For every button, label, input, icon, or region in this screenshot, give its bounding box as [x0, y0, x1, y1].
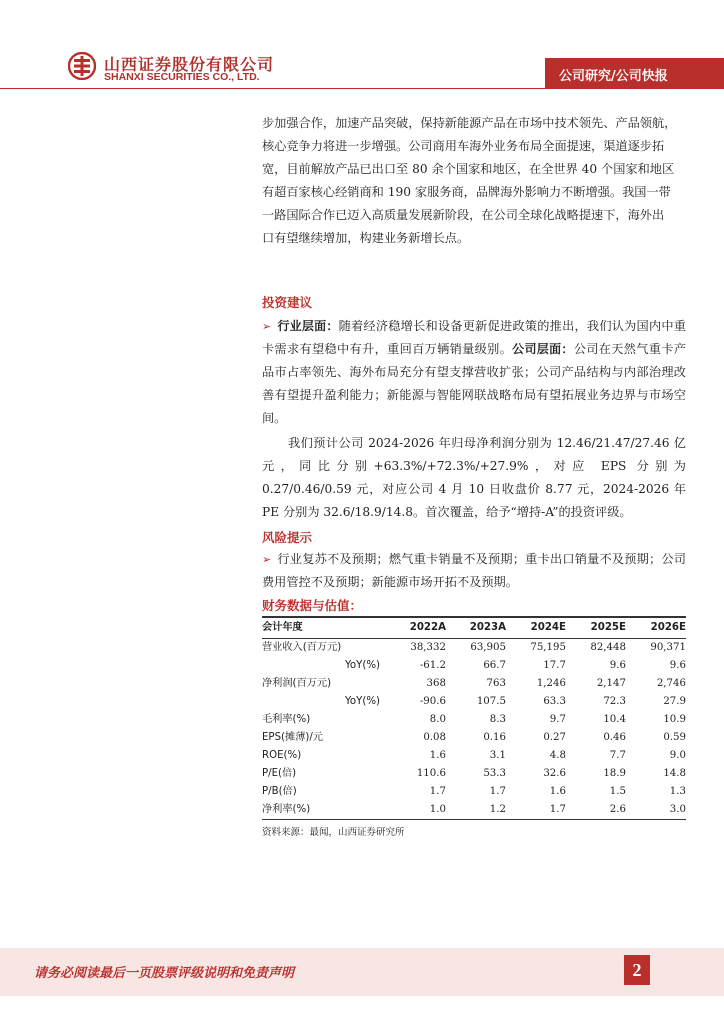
- intro-line: 口有望继续增加，构建业务新增长点。: [262, 231, 470, 245]
- risk-text: 行业复苏不及预期；燃气重卡销量不及预期；重卡出口销量不及预期；公司费用管控不及预期；新能源市场开拓不及预期。: [262, 552, 686, 589]
- year-header: 2025E: [566, 617, 626, 639]
- industry-bullet: [262, 315, 686, 430]
- table-cell: 8.3: [489, 714, 506, 725]
- table-cell: 1.5: [609, 786, 626, 797]
- table-cell: 2,746: [656, 678, 686, 689]
- table-cell: 1.0: [386, 801, 446, 820]
- table-cell: 110.6: [416, 768, 446, 779]
- table-row: [262, 639, 686, 658]
- table-header-label: 会计年度: [262, 617, 386, 639]
- table-cell: 9.0: [669, 750, 686, 761]
- table-cell: -61.2: [419, 660, 446, 671]
- table-cell: 0.16: [483, 732, 506, 743]
- intro-paragraph: [262, 112, 686, 250]
- table-row: [262, 765, 686, 783]
- table-cell: 66.7: [483, 660, 506, 671]
- company-logo-icon: [68, 52, 96, 80]
- table-cell: 0.27: [543, 732, 566, 743]
- industry-label: 行业层面：: [277, 319, 339, 333]
- table-cell: 9.7: [549, 714, 566, 725]
- table-cell: 10.4: [603, 714, 626, 725]
- intro-line: 核心竞争力将进一步增强。公司商用车海外业务布局全面提速，渠道逐步拓: [262, 139, 665, 153]
- table-cell: 9.6: [669, 660, 686, 671]
- intro-line: 步加强合作，加速产品突破，保持新能源产品在市场中技术领先、产品领航，: [262, 116, 677, 130]
- bullet-arrow-icon: ➢: [262, 320, 272, 333]
- table-cell: 53.3: [483, 768, 506, 779]
- table-cell: 368: [426, 678, 446, 689]
- table-header-row: [262, 617, 686, 639]
- table-cell: 1.3: [669, 786, 686, 797]
- industry-text: 随着经济稳增长和设备更新促进政策的推出，我们认为国内中重卡需求有望稳中有升，重回百万辆销量级别。: [262, 319, 686, 356]
- table-row: [262, 657, 686, 675]
- table-row: [262, 729, 686, 747]
- table-cell: 107.5: [476, 696, 506, 707]
- table-cell: 32.6: [543, 768, 566, 779]
- table-cell: 1.7: [489, 786, 506, 797]
- year-header: 2023A: [446, 617, 506, 639]
- table-cell: 2,147: [596, 678, 626, 689]
- table-cell: 27.9: [663, 696, 686, 707]
- investment-title: 投资建议: [262, 295, 313, 310]
- table-cell: 0.46: [603, 732, 626, 743]
- table-cell: 63,905: [470, 642, 506, 653]
- table-title: 财务数据与估值：: [262, 598, 363, 613]
- table-cell: 7.7: [609, 750, 626, 761]
- table-cell: 3.0: [626, 801, 686, 820]
- table-cell: 8.0: [429, 714, 446, 725]
- table-cell: 1.7: [506, 801, 566, 820]
- table-cell: 2.6: [566, 801, 626, 820]
- table-body: [262, 639, 686, 820]
- table-cell: 10.9: [663, 714, 686, 725]
- table-cell: 75,195: [530, 642, 566, 653]
- bullet-arrow-icon: ➢: [262, 553, 272, 566]
- table-cell: -90.6: [419, 696, 446, 707]
- table-cell: 1.7: [429, 786, 446, 797]
- table-cell: 38,332: [410, 642, 446, 653]
- table-cell: 4.8: [549, 750, 566, 761]
- financial-table: [262, 616, 686, 820]
- forecast-paragraph: 我们预计公司 2024-2026 年归母净利润分别为 12.46/21.47/27.46 亿元，同比分别+63.3%/+72.3%/+27.9%，对应 EPS 分别为 0.27/0.46/0.59 元，对应公司 4 月 10 日收盘价 8.77 元，2024-2026 年 PE 分别为 32.6/18.9/14.8。首次覆盖，给予“增持-A”的投资评级。: [262, 436, 686, 519]
- year-header: 2024E: [506, 617, 566, 639]
- header-divider: [0, 88, 724, 89]
- table-row: [262, 747, 686, 765]
- row-label: ROE(%): [262, 750, 302, 761]
- report-type-tab: [545, 58, 724, 88]
- table-cell: 3.1: [489, 750, 506, 761]
- table-cell: 82,448: [590, 642, 626, 653]
- table-cell: 17.7: [543, 660, 566, 671]
- report-type-label: 公司研究/公司快报: [559, 69, 668, 84]
- row-label: 营业收入(百万元): [262, 642, 342, 653]
- table-cell: 1.2: [446, 801, 506, 820]
- risk-bullet: [262, 548, 686, 594]
- table-cell: 90,371: [650, 642, 686, 653]
- intro-line: 有超百家核心经销商和 190 家服务商，品牌海外影响力不断增强。我国一带: [262, 185, 671, 199]
- row-label: P/E(倍): [262, 768, 297, 779]
- table-cell: 14.8: [663, 768, 686, 779]
- table-row: [262, 801, 686, 820]
- table-row: [262, 675, 686, 693]
- table-cell: 1,246: [536, 678, 566, 689]
- footer-disclaimer: 请务必阅读最后一页股票评级说明和免责声明: [34, 966, 295, 981]
- company-name-cn: 山西证券股份有限公司: [104, 55, 275, 74]
- risk-title: 风险提示: [262, 530, 313, 545]
- row-label: 净利润(百万元): [262, 678, 332, 689]
- year-header: 2022A: [386, 617, 446, 639]
- row-label: 净利率(%): [262, 801, 386, 820]
- row-label: YoY(%): [345, 696, 380, 707]
- year-header: 2026E: [626, 617, 686, 639]
- table-cell: 763: [486, 678, 506, 689]
- table-cell: 9.6: [609, 660, 626, 671]
- company-label: 公司层面：: [512, 342, 574, 356]
- table-row: [262, 783, 686, 801]
- company-name-en: SHANXI SECURITIES CO., LTD.: [104, 71, 260, 83]
- data-source: 资料来源：最闻，山西证券研究所: [262, 827, 405, 838]
- row-label: YoY(%): [345, 660, 380, 671]
- page-number: 2: [624, 955, 650, 985]
- table-row: [262, 693, 686, 711]
- table-cell: 0.08: [423, 732, 446, 743]
- row-label: P/B(倍): [262, 786, 297, 797]
- row-label: EPS(摊薄)/元: [262, 732, 323, 743]
- intro-line: 一路国际合作已迈入高质量发展新阶段，在公司全球化战略提速下，海外出: [262, 208, 665, 222]
- table-cell: 18.9: [603, 768, 626, 779]
- page-header: [0, 0, 724, 100]
- table-cell: 72.3: [603, 696, 626, 707]
- main-content: [262, 112, 686, 838]
- row-label: 毛利率(%): [262, 714, 311, 725]
- table-cell: 63.3: [543, 696, 566, 707]
- table-cell: 0.59: [663, 732, 686, 743]
- table-cell: 1.6: [429, 750, 446, 761]
- table-cell: 1.6: [549, 786, 566, 797]
- company-text: 公司在天然气重卡产品市占率领先、海外布局充分有望支撑营收扩张；公司产品结构与内部治理改善有望提升盈利能力；新能源与智能网联战略布局有望拓展业务边界与市场空间。: [262, 342, 687, 425]
- intro-line: 宽，目前解放产品已出口至 80 余个国家和地区，在全世界 40 个国家和地区: [262, 162, 675, 176]
- table-row: [262, 711, 686, 729]
